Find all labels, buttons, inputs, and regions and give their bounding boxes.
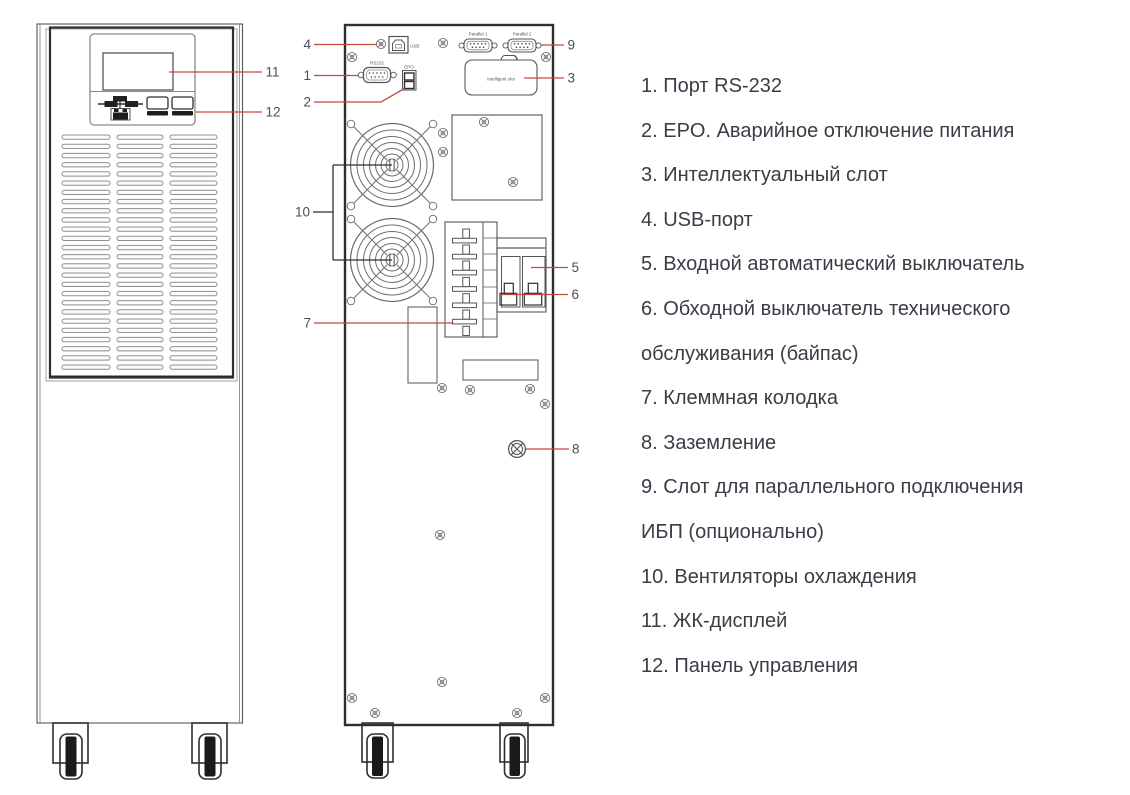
vent-slot — [62, 291, 110, 295]
vent-slot — [117, 365, 163, 369]
fan-mount-hole — [347, 297, 355, 305]
vent-slot — [170, 135, 217, 139]
battery-pole-left — [114, 109, 119, 112]
vent-slot — [170, 190, 217, 194]
usb-connector — [393, 40, 405, 51]
vent-slot — [62, 236, 110, 240]
screw-icon — [540, 693, 549, 702]
breaker-top-bar — [497, 238, 546, 248]
screw-icon — [465, 385, 474, 394]
vent-slot — [62, 245, 110, 249]
vent-slot — [117, 337, 163, 341]
vent-slot — [62, 337, 110, 341]
vent-slot — [170, 356, 217, 360]
caster-tread — [205, 737, 216, 777]
vent-slot — [117, 301, 163, 305]
panel-button-2[interactable] — [172, 97, 193, 109]
legend-line: 10. Вентиляторы охлаждения — [641, 565, 917, 588]
parallel2-label: Parallel 2 — [512, 31, 532, 37]
vent-slot — [62, 163, 110, 167]
legend-line: ИБП (опционально) — [641, 520, 824, 543]
callout-9: 9 — [567, 37, 576, 53]
vent-slot — [117, 282, 163, 286]
panel-button-1-bar — [147, 111, 168, 116]
vent-slot — [62, 301, 110, 305]
usb-tongue — [396, 45, 402, 49]
legend-list — [641, 64, 1127, 688]
vent-slot — [117, 153, 163, 157]
parallel1-label: Parallel 1 — [468, 31, 488, 37]
terminal-tab — [463, 261, 470, 270]
vent-slot — [170, 319, 217, 323]
screw-icon — [541, 52, 550, 61]
vent-slot — [117, 273, 163, 277]
db9-inner — [367, 70, 388, 80]
vent-slot — [170, 273, 217, 277]
vent-slot — [170, 199, 217, 203]
vent-slot — [117, 236, 163, 240]
mimic-block-left — [105, 101, 118, 107]
screw-icon — [435, 530, 444, 539]
battery-fill — [113, 113, 128, 120]
vent-slot — [170, 172, 217, 176]
vent-slot — [170, 245, 217, 249]
control-panel — [98, 96, 193, 120]
vent-slot — [62, 347, 110, 351]
fan-mount-hole — [429, 297, 437, 305]
breakers — [497, 238, 546, 312]
terminal-bar — [453, 238, 477, 243]
intelligent-slot[interactable] — [465, 56, 537, 96]
vent-slot — [170, 365, 217, 369]
legend-line: 9. Слот для параллельного подключения — [641, 476, 1024, 499]
db9-pins — [369, 72, 386, 78]
vent-slot — [62, 273, 110, 277]
vent-slot — [62, 181, 110, 185]
callout-1: 1 — [303, 68, 311, 83]
fan-mount-hole — [347, 202, 355, 210]
vent-slot — [62, 328, 110, 332]
legend-line: обслуживания (байпас) — [641, 342, 859, 365]
vent-slot — [117, 291, 163, 295]
caster-tread — [66, 737, 77, 777]
db9-post — [492, 43, 497, 48]
battery-pole-right — [123, 109, 128, 112]
mimic-block-right — [125, 101, 138, 107]
db9-inner — [511, 41, 533, 50]
caster-tread — [372, 737, 383, 777]
terminal-bar — [453, 319, 477, 324]
vent-slot — [62, 199, 110, 203]
intelligent-slot-label: Intelligent slot — [487, 76, 515, 82]
rs232-label: RS232 — [370, 60, 384, 66]
rear-panel — [345, 25, 553, 725]
vent-slot — [62, 356, 110, 360]
screw-icon — [437, 677, 446, 686]
terminal-block[interactable] — [445, 222, 497, 337]
vent-slot — [62, 190, 110, 194]
terminal-bar — [453, 270, 477, 275]
screw-icon — [479, 117, 488, 126]
vent-slot — [62, 218, 110, 222]
screw-icon — [512, 708, 521, 717]
screw-icon — [508, 177, 517, 186]
db9-inner — [467, 41, 489, 50]
panel-button-1[interactable] — [147, 97, 168, 109]
vent-slot — [170, 144, 217, 148]
vent-slot — [117, 255, 163, 259]
callout-3: 3 — [567, 70, 576, 86]
terminal-bar — [453, 303, 477, 308]
screw-icon — [438, 128, 447, 137]
vent-slot — [170, 181, 217, 185]
fan-mount-hole — [429, 202, 437, 210]
terminal-bar — [453, 254, 477, 259]
fan-mount-hole — [429, 215, 437, 223]
mimic-block-top — [113, 96, 127, 102]
vent-slot — [117, 209, 163, 213]
rating-label — [463, 360, 538, 380]
vent-slot — [117, 199, 163, 203]
vent-slot — [170, 301, 217, 305]
callout-8: 8 — [572, 441, 580, 457]
vent-slot — [117, 144, 163, 148]
vent-slot — [117, 328, 163, 332]
slot-tab — [501, 56, 517, 61]
vent-slot — [170, 227, 217, 231]
vent-slot — [62, 255, 110, 259]
legend-line: 11. ЖК-дисплей — [641, 610, 788, 633]
terminal-tab — [463, 277, 470, 286]
vent-slot — [170, 337, 217, 341]
callout-line-2 — [314, 89, 405, 103]
screw-icon — [347, 52, 356, 61]
db9-post — [391, 72, 397, 78]
breaker-toggle[interactable] — [528, 283, 537, 294]
ground-screw[interactable] — [509, 441, 526, 458]
legend-line: 1. Порт RS-232 — [641, 75, 782, 97]
vent-slot — [117, 227, 163, 231]
breaker-housing — [497, 248, 546, 312]
vent-slot — [170, 264, 217, 268]
vent-slot — [62, 144, 110, 148]
callout-11: 11 — [265, 64, 280, 80]
callout-2: 2 — [303, 94, 311, 110]
vent-slot — [62, 227, 110, 231]
vent-slot — [117, 319, 163, 323]
front-view — [37, 24, 243, 779]
screw-icon — [438, 38, 447, 47]
vent-slot — [170, 291, 217, 295]
terminal-tab — [463, 229, 470, 238]
callout-10: 10 — [294, 204, 310, 220]
screw-icon — [525, 384, 534, 393]
vent-slot — [62, 172, 110, 176]
terminal-tab — [463, 310, 470, 319]
db9-post — [536, 43, 541, 48]
legend-line: 2. EPO. Аварийное отключение питания — [641, 119, 1015, 142]
vent-slot — [170, 209, 217, 213]
vent-slot — [117, 163, 163, 167]
epo-terminal — [405, 82, 415, 89]
fan-mount-hole — [347, 120, 355, 128]
vent-slot — [117, 310, 163, 314]
db9-pins — [470, 43, 487, 48]
parallel-port-2[interactable] — [503, 39, 541, 52]
vent-slot — [62, 319, 110, 323]
vent-slot — [62, 153, 110, 157]
vent-slot — [117, 347, 163, 351]
epo-switch[interactable] — [403, 71, 417, 91]
vent-slot — [62, 282, 110, 286]
vent-slot — [117, 172, 163, 176]
terminal-tab — [463, 245, 470, 254]
legend-line: 8. Заземление — [641, 431, 777, 454]
legend-line: 3. Интеллектуальный слот — [641, 164, 888, 187]
terminal-tab — [463, 326, 470, 335]
callout-12: 12 — [265, 104, 281, 120]
callout-5: 5 — [571, 260, 580, 275]
vent-slot — [170, 218, 217, 222]
vent-slot — [170, 347, 217, 351]
panel-button-2-bar — [172, 111, 193, 116]
vent-slot — [117, 181, 163, 185]
vent-slot — [117, 245, 163, 249]
vent-slot — [117, 218, 163, 222]
vent-slot — [62, 209, 110, 213]
caster-tread — [510, 737, 521, 777]
vent-slot — [170, 282, 217, 286]
screw-icon — [540, 399, 549, 408]
terminal-bar — [453, 287, 477, 292]
epo-label: EPO — [404, 64, 414, 70]
rear-view — [345, 25, 553, 778]
fan-mount-hole — [429, 120, 437, 128]
vent-slot — [62, 310, 110, 314]
front-casters — [53, 723, 227, 779]
fan-mount-hole — [347, 215, 355, 223]
screw-icon — [347, 693, 356, 702]
legend-line: 5. Входной автоматический выключатель — [641, 253, 1025, 276]
lcd-display — [103, 53, 173, 90]
rear-casters — [362, 723, 528, 778]
legend-line: 7. Клеммная колодка — [641, 387, 838, 410]
vent-slot — [170, 236, 217, 240]
vent-slot — [117, 356, 163, 360]
usb-label: USB — [410, 43, 420, 49]
db9-pins — [514, 43, 531, 48]
callout-4: 4 — [303, 37, 311, 52]
vent-slot — [62, 135, 110, 139]
usb-port[interactable] — [389, 37, 408, 54]
vent-slot — [117, 264, 163, 268]
vent-slot — [170, 310, 217, 314]
blank-plate — [452, 115, 542, 200]
vent-slot — [117, 135, 163, 139]
db9-post — [503, 43, 508, 48]
vent-slot — [62, 264, 110, 268]
terminal-tab — [463, 294, 470, 303]
vent-slot — [117, 190, 163, 194]
legend-line: 6. Обходной выключатель технического — [641, 297, 1011, 320]
vent-slot — [170, 163, 217, 167]
front-cabinet — [37, 24, 243, 723]
legend-line: 12. Панель управления — [641, 654, 859, 677]
screw-icon — [376, 39, 385, 48]
screw-icon — [437, 383, 446, 392]
callout-6: 6 — [571, 287, 580, 302]
parallel-port-1[interactable] — [459, 39, 497, 52]
db9-post — [459, 43, 464, 48]
vent-slot — [170, 255, 217, 259]
vent-slot — [62, 365, 110, 369]
vent-grille — [62, 135, 217, 369]
screw-icon — [438, 147, 447, 156]
cable-plate — [408, 307, 437, 383]
vent-slot — [170, 328, 217, 332]
breaker-toggle[interactable] — [504, 283, 513, 294]
legend-line: 4. USB-порт — [641, 208, 753, 231]
vent-slot — [170, 153, 217, 157]
epo-terminal — [405, 73, 415, 80]
screw-icon — [370, 708, 379, 717]
callout-7: 7 — [303, 315, 311, 331]
rs232-port[interactable] — [358, 68, 396, 83]
